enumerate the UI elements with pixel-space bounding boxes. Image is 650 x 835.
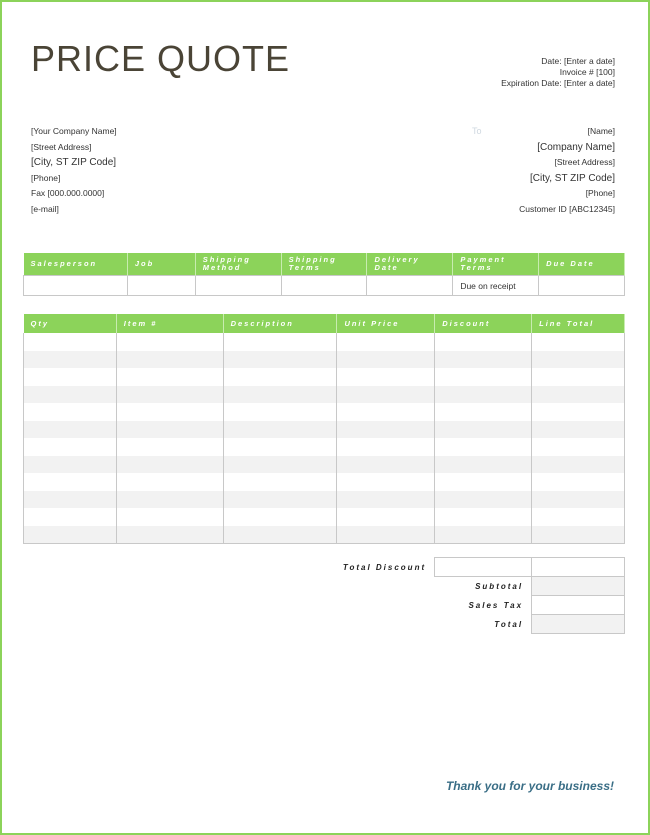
recipient-phone[interactable]: [Phone] [585, 188, 615, 198]
sender-email[interactable]: [e-mail] [31, 203, 59, 214]
sales-tax-label: Sales Tax [468, 600, 524, 610]
sender-fax[interactable]: Fax [000.000.0000] [31, 188, 105, 198]
header-shipping-method: Shipping Method [195, 253, 281, 276]
line-item-cell[interactable] [337, 403, 435, 421]
recipient-company[interactable]: [Company Name] [537, 141, 615, 153]
sender-block [31, 124, 117, 217]
line-item-cell[interactable] [24, 508, 117, 526]
line-items-body [24, 333, 625, 544]
line-item-cell[interactable] [532, 473, 625, 491]
cell-shipping-method[interactable] [195, 276, 281, 296]
table-row [24, 421, 625, 439]
line-item-cell[interactable] [337, 368, 435, 386]
line-item-cell[interactable] [337, 438, 435, 456]
table-row [24, 508, 625, 526]
header-discount: Discount [435, 314, 532, 333]
line-item-cell[interactable] [24, 386, 117, 404]
line-item-cell[interactable] [24, 368, 117, 386]
table-row [24, 438, 625, 456]
thank-you-note: Thank you for your business! [445, 779, 614, 793]
recipient-block [519, 124, 615, 217]
line-item-cell[interactable] [24, 456, 117, 474]
line-item-cell[interactable] [435, 368, 532, 386]
line-item-cell[interactable] [337, 456, 435, 474]
line-item-cell[interactable] [532, 386, 625, 404]
total-discount-cell[interactable] [435, 558, 532, 577]
line-item-cell[interactable] [223, 456, 337, 474]
recipient-city[interactable]: [City, ST ZIP Code] [529, 172, 615, 184]
line-item-cell[interactable] [24, 491, 117, 509]
line-item-cell[interactable] [532, 351, 625, 369]
subtotal-cell[interactable] [532, 577, 625, 596]
line-item-cell[interactable] [532, 526, 625, 544]
header-item-number: Item # [116, 314, 223, 333]
line-item-cell[interactable] [24, 333, 117, 351]
line-item-cell[interactable] [223, 421, 337, 439]
line-item-cell[interactable] [435, 491, 532, 509]
line-item-cell[interactable] [116, 403, 223, 421]
line-item-cell[interactable] [532, 421, 625, 439]
cell-payment-terms[interactable]: Due on receipt [453, 276, 539, 296]
line-item-cell[interactable] [435, 351, 532, 369]
line-item-cell[interactable] [532, 508, 625, 526]
header-delivery-date: Delivery Date [367, 253, 453, 276]
line-item-cell[interactable] [435, 456, 532, 474]
table-row [24, 386, 625, 404]
line-item-cell[interactable] [116, 421, 223, 439]
sender-company[interactable]: [Your Company Name] [31, 126, 117, 136]
line-item-cell[interactable] [116, 386, 223, 404]
order-info-table [23, 253, 625, 296]
cell-salesperson[interactable] [24, 276, 128, 296]
table-row [24, 368, 625, 386]
quote-date[interactable]: Date: [Enter a date] [541, 56, 615, 66]
line-item-cell[interactable] [223, 473, 337, 491]
line-item-cell[interactable] [337, 491, 435, 509]
line-item-cell[interactable] [532, 438, 625, 456]
line-item-cell[interactable] [223, 333, 337, 351]
cell-delivery-date[interactable] [367, 276, 453, 296]
line-item-cell[interactable] [223, 368, 337, 386]
header-job: Job [127, 253, 195, 276]
line-item-cell[interactable] [116, 351, 223, 369]
table-row [24, 403, 625, 421]
header-qty: Qty [24, 314, 117, 333]
line-item-cell[interactable] [337, 473, 435, 491]
total-discount-line-cell[interactable] [532, 558, 625, 577]
recipient-street[interactable]: [Street Address] [554, 157, 615, 167]
line-item-cell[interactable] [223, 438, 337, 456]
invoice-number[interactable]: Invoice # [100] [559, 67, 615, 77]
line-item-cell[interactable] [116, 491, 223, 509]
table-row [24, 456, 625, 474]
line-item-cell[interactable] [116, 438, 223, 456]
total-label: Total [494, 619, 524, 629]
total-cell[interactable] [532, 615, 625, 634]
line-item-cell[interactable] [435, 333, 532, 351]
line-item-cell[interactable] [116, 473, 223, 491]
sales-tax-cell[interactable] [532, 596, 625, 615]
line-item-cell[interactable] [24, 438, 117, 456]
line-item-cell[interactable] [223, 526, 337, 544]
line-item-cell[interactable] [532, 456, 625, 474]
table-row [24, 351, 625, 369]
line-item-cell[interactable] [24, 351, 117, 369]
line-item-cell[interactable] [116, 333, 223, 351]
header-line-total: Line Total [532, 314, 625, 333]
page-title: PRICE QUOTE [31, 38, 291, 79]
line-item-cell[interactable] [435, 438, 532, 456]
line-item-cell[interactable] [337, 333, 435, 351]
line-items-table [23, 314, 625, 544]
total-discount-label: Total Discount [342, 562, 427, 572]
line-item-cell[interactable] [435, 386, 532, 404]
line-item-cell[interactable] [116, 368, 223, 386]
line-item-cell[interactable] [24, 526, 117, 544]
line-item-cell[interactable] [532, 368, 625, 386]
totals-table [23, 557, 625, 634]
cell-shipping-terms[interactable] [281, 276, 367, 296]
table-row [24, 526, 625, 544]
header-payment-terms: Payment Terms [453, 253, 539, 276]
line-item-cell[interactable] [24, 421, 117, 439]
header-description: Description [223, 314, 337, 333]
line-item-cell[interactable] [435, 403, 532, 421]
line-item-cell[interactable] [337, 351, 435, 369]
line-item-cell[interactable] [116, 526, 223, 544]
line-item-cell[interactable] [337, 386, 435, 404]
table-row [24, 333, 625, 351]
line-item-cell[interactable] [24, 403, 117, 421]
line-item-cell[interactable] [532, 403, 625, 421]
cell-job[interactable] [127, 276, 195, 296]
line-item-cell[interactable] [435, 508, 532, 526]
line-item-cell[interactable] [223, 508, 337, 526]
line-item-cell[interactable] [532, 491, 625, 509]
header-unit-price: Unit Price [337, 314, 435, 333]
customer-id[interactable]: Customer ID [ABC12345] [519, 203, 615, 214]
subtotal-label: Subtotal [475, 581, 524, 591]
header-shipping-terms: Shipping Terms [281, 253, 367, 276]
table-row [24, 473, 625, 491]
line-item-cell[interactable] [435, 421, 532, 439]
line-item-cell[interactable] [337, 508, 435, 526]
sender-phone[interactable]: [Phone] [31, 172, 61, 183]
cell-due-date[interactable] [539, 276, 625, 296]
table-row [24, 491, 625, 509]
line-item-cell[interactable] [116, 456, 223, 474]
header-due-date: Due Date [539, 253, 625, 276]
to-label: To [472, 126, 482, 136]
line-item-cell[interactable] [223, 386, 337, 404]
expiration-date[interactable]: Expiration Date: [Enter a date] [501, 78, 615, 88]
line-item-cell[interactable] [435, 473, 532, 491]
line-item-cell[interactable] [24, 473, 117, 491]
quote-meta [501, 56, 615, 89]
recipient-name[interactable]: [Name] [587, 126, 615, 136]
line-item-cell[interactable] [116, 508, 223, 526]
line-item-cell[interactable] [223, 351, 337, 369]
line-item-cell[interactable] [337, 526, 435, 544]
line-item-cell[interactable] [223, 491, 337, 509]
line-item-cell[interactable] [223, 403, 337, 421]
sender-city[interactable]: [City, ST ZIP Code] [31, 157, 117, 168]
header-salesperson: Salesperson [24, 253, 128, 276]
line-item-cell[interactable] [532, 333, 625, 351]
line-item-cell[interactable] [435, 526, 532, 544]
line-item-cell[interactable] [337, 421, 435, 439]
sender-street[interactable]: [Street Address] [31, 141, 92, 152]
